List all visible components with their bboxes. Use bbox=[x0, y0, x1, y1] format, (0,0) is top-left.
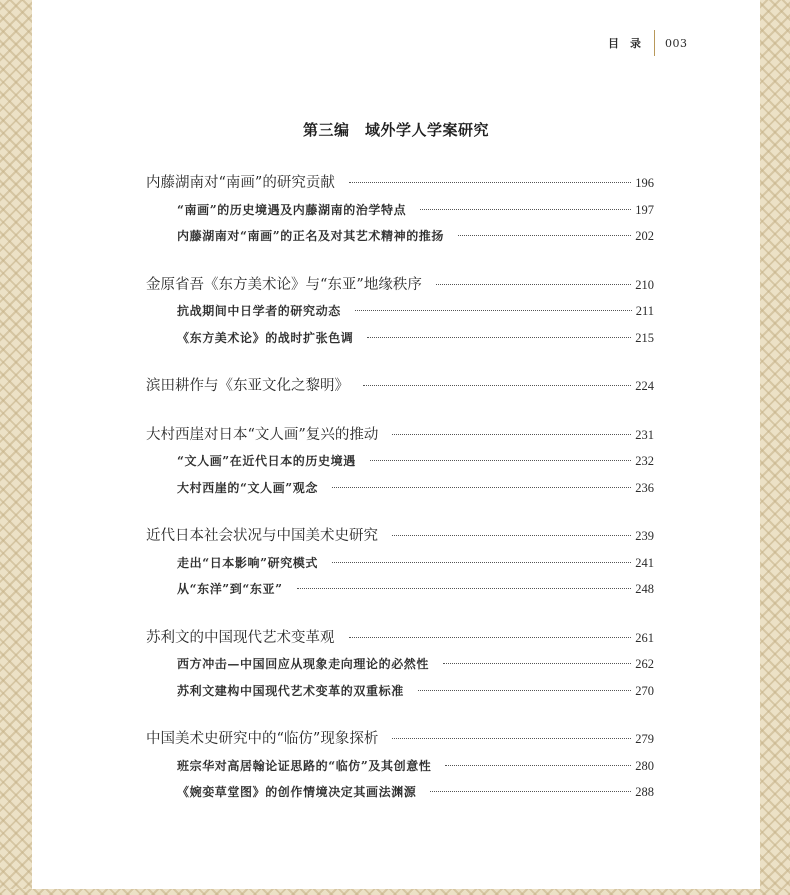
toc-subsection-title: 走出“日本影响”研究模式 bbox=[177, 555, 319, 570]
toc-group bbox=[146, 726, 654, 806]
toc-subsection[interactable] bbox=[146, 298, 654, 325]
toc-subsection[interactable] bbox=[146, 325, 654, 352]
toc-subsection-page: 280 bbox=[635, 758, 654, 773]
toc-subsection-page: 232 bbox=[635, 454, 654, 468]
toc-subsection-page: 262 bbox=[635, 657, 654, 671]
toc-chapter[interactable] bbox=[146, 625, 654, 652]
toc-group bbox=[146, 170, 654, 250]
toc-subsection-page: 236 bbox=[635, 480, 654, 495]
toc-subsection-title: 《东方美术论》的战时扩张色调 bbox=[177, 330, 354, 345]
toc-subsection-page: 215 bbox=[635, 330, 654, 345]
toc-chapter-title: 金原省吾《东方美术论》与“东亚”地缘秩序 bbox=[146, 276, 422, 293]
dot-leader bbox=[349, 637, 632, 638]
toc-subsection-title: 班宗华对高居翰论证思路的“临仿”及其创意性 bbox=[177, 758, 432, 773]
toc-chapter[interactable] bbox=[146, 422, 654, 449]
toc-chapter-page: 224 bbox=[635, 379, 654, 393]
dot-leader bbox=[363, 385, 631, 386]
toc-subsection[interactable] bbox=[146, 678, 654, 705]
dot-leader bbox=[430, 791, 631, 792]
toc-subsection-page: 248 bbox=[635, 582, 654, 596]
toc-chapter-page: 279 bbox=[635, 732, 654, 746]
toc-chapter-title: 大村西崖对日本“文人画”复兴的推动 bbox=[146, 426, 379, 443]
toc-subsection-title: 从“东洋”到“东亚” bbox=[177, 582, 283, 596]
toc-subsection[interactable] bbox=[146, 651, 654, 678]
dot-leader bbox=[443, 663, 631, 664]
toc-subsection[interactable] bbox=[146, 550, 654, 577]
toc-subsection[interactable] bbox=[146, 779, 654, 806]
toc-subsection-title: 《婉娈草堂图》的创作情境决定其画法渊源 bbox=[177, 785, 417, 799]
dot-leader bbox=[355, 310, 632, 311]
toc-subsection-page: 211 bbox=[635, 304, 654, 318]
toc-subsection-title: 苏利文建构中国现代艺术变革的双重标准 bbox=[177, 683, 404, 698]
dot-leader bbox=[445, 765, 631, 766]
running-head-label: 目录 bbox=[608, 37, 652, 50]
toc-subsection-title: “南画”的历史境遇及内藤湖南的治学特点 bbox=[177, 202, 407, 217]
book-page bbox=[32, 0, 760, 889]
toc-subsection-title: “文人画”在近代日本的历史境遇 bbox=[177, 454, 356, 468]
dot-leader bbox=[392, 738, 631, 739]
toc-subsection-page: 202 bbox=[635, 229, 654, 243]
dot-leader bbox=[392, 434, 631, 435]
toc-subsection-page: 270 bbox=[635, 683, 654, 698]
toc-subsection[interactable] bbox=[146, 448, 654, 475]
toc-chapter[interactable] bbox=[146, 726, 654, 753]
section-title: 第三编 域外学人学案研究 bbox=[302, 121, 489, 139]
toc-chapter-title: 近代日本社会状况与中国美术史研究 bbox=[146, 528, 378, 544]
toc-subsection[interactable] bbox=[146, 197, 654, 224]
table-of-contents bbox=[146, 170, 654, 828]
dot-leader bbox=[420, 209, 631, 210]
toc-chapter-page: 239 bbox=[635, 529, 654, 543]
toc-chapter[interactable] bbox=[146, 523, 654, 550]
toc-chapter-title: 内藤湖南对“南画”的研究贡献 bbox=[146, 175, 335, 191]
toc-group bbox=[146, 272, 654, 352]
dot-leader bbox=[297, 588, 632, 589]
dot-leader bbox=[458, 235, 631, 236]
dot-leader bbox=[392, 535, 631, 536]
toc-chapter-title: 中国美术史研究中的“临仿”现象探析 bbox=[146, 731, 379, 747]
toc-chapter[interactable] bbox=[146, 373, 654, 400]
toc-subsection-title: 内藤湖南对“南画”的正名及对其艺术精神的推扬 bbox=[177, 229, 445, 243]
dot-leader bbox=[332, 487, 631, 488]
running-head bbox=[608, 30, 688, 56]
dot-leader bbox=[436, 284, 631, 285]
toc-subsection[interactable] bbox=[146, 753, 654, 780]
toc-group bbox=[146, 373, 654, 400]
dot-leader bbox=[418, 690, 631, 691]
dot-leader bbox=[370, 460, 631, 461]
toc-subsection[interactable] bbox=[146, 576, 654, 603]
toc-group bbox=[146, 625, 654, 705]
decorative-border-left bbox=[0, 0, 32, 895]
toc-chapter-page: 210 bbox=[635, 277, 654, 292]
toc-subsection-page: 288 bbox=[635, 785, 654, 799]
toc-chapter-title: 苏利文的中国现代艺术变革观 bbox=[146, 629, 335, 646]
toc-subsection-title: 抗战期间中日学者的研究动态 bbox=[177, 304, 341, 318]
toc-subsection-title: 西方冲击—中国回应从现象走向理论的必然性 bbox=[177, 657, 430, 671]
toc-subsection[interactable] bbox=[146, 475, 654, 502]
toc-chapter[interactable] bbox=[146, 272, 654, 299]
toc-group bbox=[146, 422, 654, 502]
toc-group bbox=[146, 523, 654, 603]
dot-leader bbox=[349, 182, 631, 183]
toc-chapter-page: 196 bbox=[635, 176, 654, 190]
dot-leader bbox=[367, 337, 631, 338]
toc-chapter-page: 261 bbox=[635, 630, 654, 645]
toc-subsection-title: 大村西崖的“文人画”观念 bbox=[177, 480, 319, 495]
toc-chapter-title: 滨田耕作与《东亚文化之黎明》 bbox=[146, 378, 349, 394]
decorative-border-right bbox=[760, 0, 790, 895]
toc-chapter[interactable] bbox=[146, 170, 654, 197]
dot-leader bbox=[332, 562, 631, 563]
page-number: 003 bbox=[665, 36, 688, 50]
decorative-border-bottom bbox=[0, 889, 790, 895]
toc-subsection-page: 197 bbox=[635, 202, 654, 217]
running-head-divider bbox=[654, 30, 655, 56]
toc-subsection[interactable] bbox=[146, 223, 654, 250]
toc-chapter-page: 231 bbox=[635, 427, 654, 442]
toc-subsection-page: 241 bbox=[635, 555, 654, 570]
